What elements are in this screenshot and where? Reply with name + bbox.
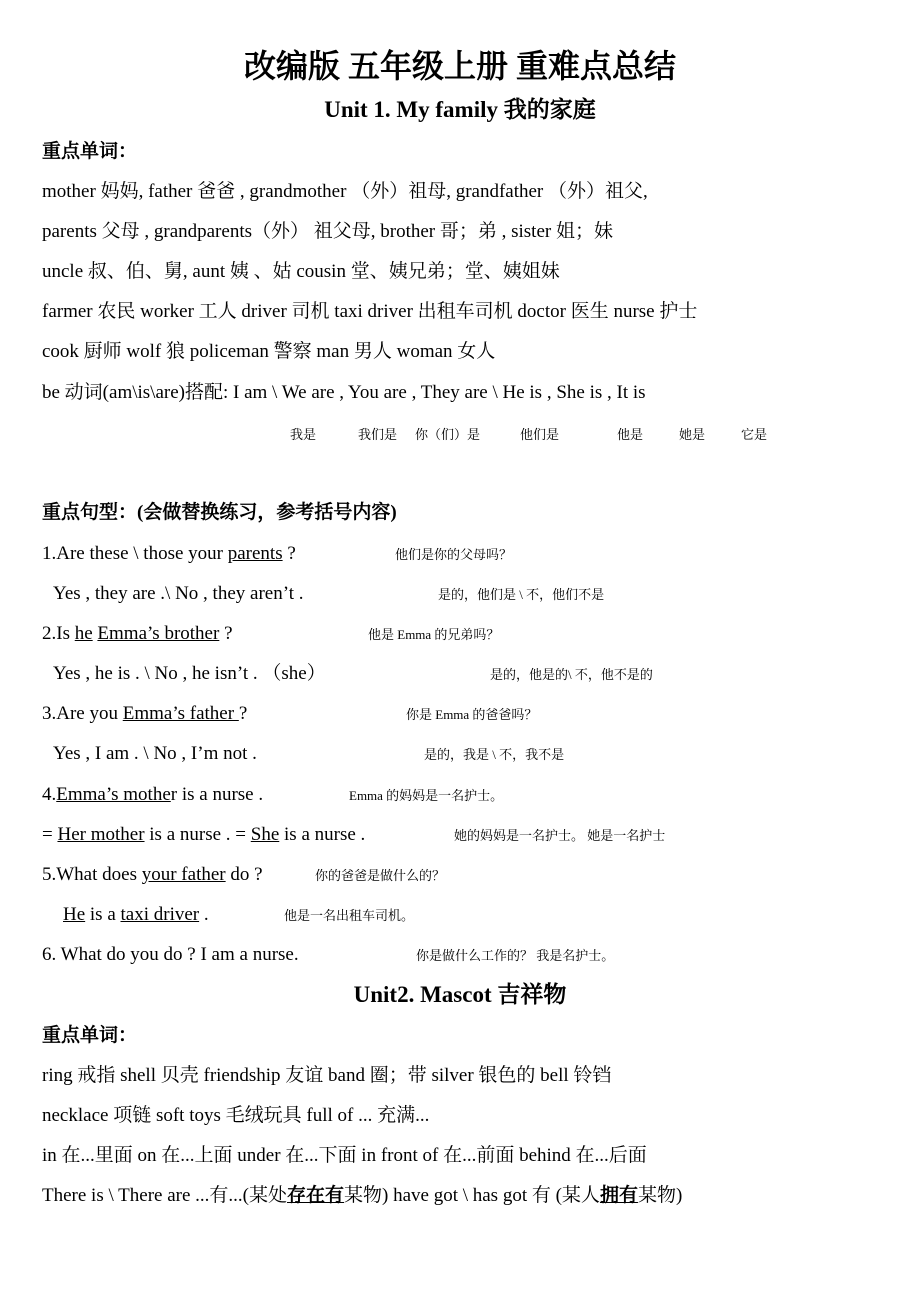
be-translation: 你（们）是 xyxy=(415,427,481,442)
pattern-3-answer-translation: 是的，我是 \ 不，我不是 xyxy=(424,747,565,762)
be-translation: 他是 xyxy=(617,427,644,442)
pattern-2-answer-translation: 是的，他是的\ 不，他不是的 xyxy=(490,667,653,682)
be-translation: 它是 xyxy=(741,427,768,442)
vocab-line: mother 妈妈, father 爸爸 , grandmother （外）祖母, grandfather （外）祖父, xyxy=(42,181,648,202)
vocab-line: parents 父母 , grandparents（外） 祖父母, brother 哥；弟 , sister 姐；妹 xyxy=(42,221,613,242)
vocab-line: ring 戒指 shell 贝壳 friendship 友谊 band 圈；带 silver 银色的 bell 铃铛 xyxy=(42,1065,612,1086)
patterns-label: 重点句型：(会做替换练习，参考括号内容) xyxy=(42,502,397,523)
pattern-2-question: 2.Is he Emma’s brother ? xyxy=(42,623,233,644)
be-translation: 我是 xyxy=(290,427,317,442)
unit2-vocab-label: 重点单词： xyxy=(42,1025,138,1046)
vocab-line: in 在...里面 on 在...上面 under 在...下面 in front of 在...前面 behind 在...后面 xyxy=(42,1145,647,1166)
pattern-5-answer-translation: 他是一名出租车司机。 xyxy=(284,908,415,923)
pattern-4-sentence: 4.Emma’s mother is a nurse . xyxy=(42,784,264,805)
pattern-5-translation: 你的爸爸是做什么的？ xyxy=(315,868,446,883)
pattern-3-answer: Yes , I am . \ No , I’m not . xyxy=(53,743,257,764)
pattern-3-translation: 你是 Emma 的爸爸吗？ xyxy=(406,707,538,722)
pattern-4-equivalent-translation: 她的妈妈是一名护士。 她是一名护士 xyxy=(454,828,666,843)
pattern-1-answer-translation: 是的，他们是 \ 不，他们不是 xyxy=(438,587,605,602)
pattern-1-answer: Yes , they are .\ No , they aren’t . xyxy=(53,583,304,604)
vocab-line: be 动词(am\is\are)搭配: I am \ We are , You are , They are \ He is , She is , It is xyxy=(42,382,646,403)
pattern-4-equivalent: = Her mother is a nurse . = She is a nurse . xyxy=(42,824,366,845)
unit2-heading: Unit2. Mascot 吉祥物 xyxy=(353,982,567,1007)
be-translation: 他们是 xyxy=(520,427,560,442)
pattern-5-question: 5.What does your father do ? xyxy=(42,864,263,885)
pattern-2-answer: Yes , he is . \ No , he isn’t . （she） xyxy=(53,663,326,684)
unit1-vocab-label: 重点单词： xyxy=(42,141,138,162)
page-title: 改编版 五年级上册 重难点总结 xyxy=(243,48,676,84)
vocab-line: cook 厨师 wolf 狼 policeman 警察 man 男人 woman 女人 xyxy=(42,341,496,362)
be-translation: 我们是 xyxy=(358,427,398,442)
pattern-5-answer: He is a taxi driver . xyxy=(63,904,209,925)
pattern-4-translation: Emma 的妈妈是一名护士。 xyxy=(349,788,504,803)
there-is-line: There is \ There are ...有...(某处存在有某物) have got \ has got 有 (某人拥有某物) xyxy=(42,1185,683,1206)
pattern-6: 6. What do you do ? I am a nurse. xyxy=(42,944,299,965)
pattern-3-question: 3.Are you Emma’s father ? xyxy=(42,703,248,724)
vocab-line: farmer 农民 worker 工人 driver 司机 taxi driver 出租车司机 doctor 医生 nurse 护士 xyxy=(42,301,698,322)
vocab-line: necklace 项链 soft toys 毛绒玩具 full of ... 充满... xyxy=(42,1105,430,1126)
unit1-heading: Unit 1. My family 我的家庭 xyxy=(324,97,596,122)
pattern-2-translation: 他是 Emma 的兄弟吗？ xyxy=(368,627,500,642)
pattern-6-translation: 你是做什么工作的？ 我是名护士。 xyxy=(416,948,615,963)
vocab-line: uncle 叔、伯、舅, aunt 姨 、姑 cousin 堂、姨兄弟；堂、姨姐妹 xyxy=(42,261,560,282)
pattern-1-translation: 他们是你的父母吗？ xyxy=(395,547,513,562)
pattern-1-question: 1.Are these \ those your parents ? xyxy=(42,543,296,564)
be-translation: 她是 xyxy=(679,427,706,442)
